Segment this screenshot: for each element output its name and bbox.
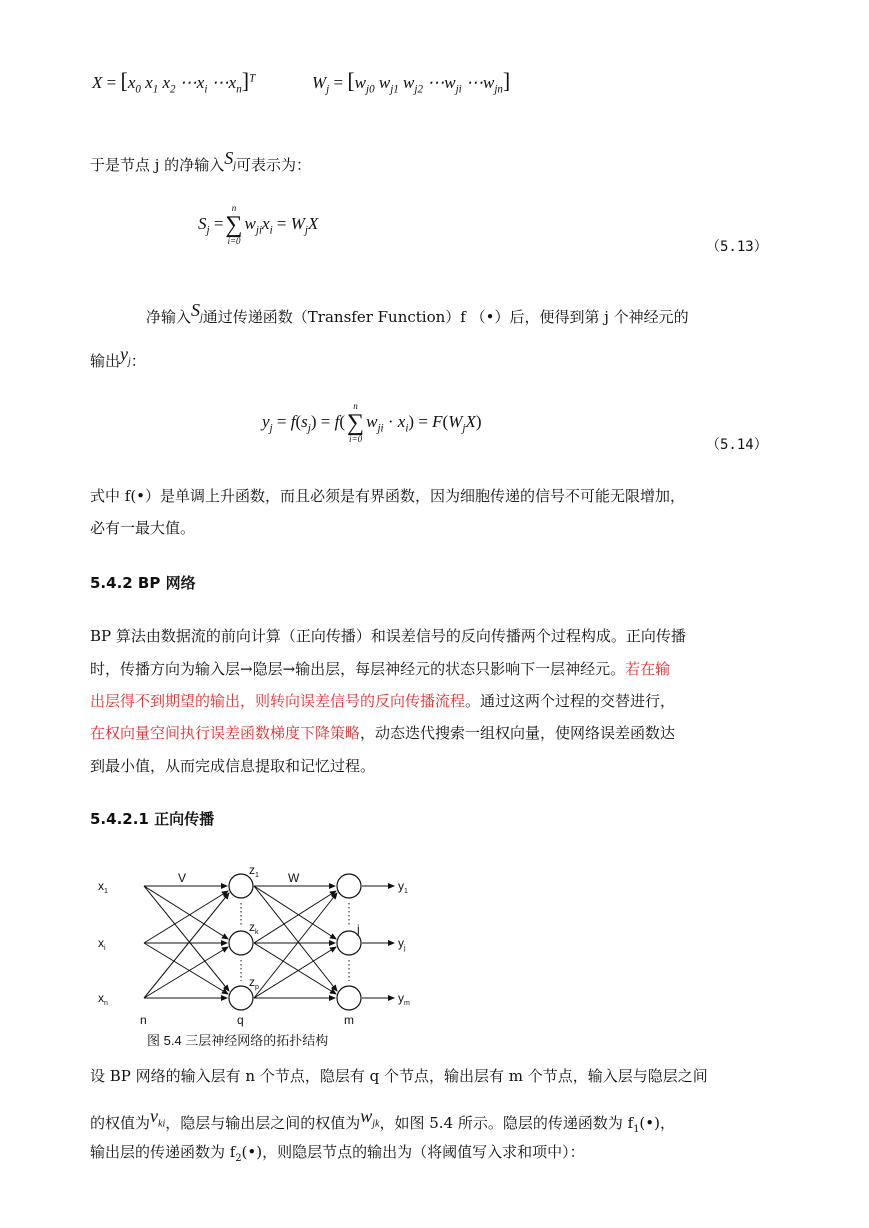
- hidden-node: [229, 874, 253, 898]
- paragraph-line: 必有一最大值。: [90, 519, 196, 537]
- section-heading-bp-network: 5.4.2 BP 网络: [90, 574, 196, 592]
- layer-m-label: m: [344, 1013, 354, 1027]
- vector-w-definition: $W_j = [w_{j0}$ $w_{j1}$ $w_{j2}$ $\cdots w_{ji}$ $\cdots w_{jn}$]: [312, 68, 511, 96]
- section-heading-forward-propagation: 5.4.2.1 正向传播: [90, 810, 215, 828]
- hidden-to-output-connections: [254, 886, 337, 998]
- neuron-nodes: [229, 874, 361, 1010]
- paragraph-line: 到最小值，从而完成信息提取和记忆过程。: [90, 757, 376, 775]
- hidden-node: [229, 931, 253, 955]
- output-label: $y_1$: [398, 879, 408, 895]
- paragraph-line: BP 算法由数据流的前向计算（正向传播）和误差信号的反向传播两个过程构成。正向传播: [90, 627, 686, 645]
- paragraph-line: 输出层的传递函数为 $f_2(•)$，则隐层节点的输出为（将阈值写入求和项中）：: [90, 1143, 585, 1164]
- weight-v-label: V: [178, 871, 187, 885]
- net-input-intro: 于是节点 j 的净输入$S_j$可表示为：: [90, 148, 311, 174]
- layer-n-label: n: [140, 1013, 147, 1027]
- equation-number-5-13: （5.13）: [706, 239, 768, 255]
- vector-x-definition: $X = [x_0$ $x_1$ $x_2$ $\cdots x_i$ $\cdots x_n]^T$: [92, 68, 256, 96]
- network-topology-figure: [92, 856, 432, 1054]
- highlighted-text: 若在输: [625, 660, 671, 678]
- output-intro: 输出$y_j$：: [90, 344, 146, 370]
- input-label: $x_n$: [98, 991, 108, 1007]
- hidden-node: [229, 986, 253, 1010]
- ellipsis-dots: [241, 903, 349, 981]
- output-node: [337, 986, 361, 1010]
- equation-5-14: $y_j = f(s_j) = f$( n ∑ i=0 $w_{ji} \cdot x_i) = F(W_jX)$: [262, 401, 482, 444]
- weight-w-label: W: [288, 871, 300, 885]
- hidden-label: $z_p$: [249, 975, 259, 991]
- paragraph-line: 时，传播方向为输入层→隐层→输出层，每层神经元的状态只影响下一层神经元。若在输: [90, 660, 671, 678]
- input-label: $x_i$: [98, 936, 106, 952]
- hidden-label: $z_k$: [249, 920, 259, 936]
- paragraph-line: 设 BP 网络的输入层有 n 个节点，隐层有 q 个节点，输出层有 m 个节点，输入层与隐层之间: [90, 1067, 708, 1085]
- output-label: $y_m$: [398, 991, 410, 1007]
- paragraph-line: 出层得不到期望的输出，则转向误差信号的反向传播流程。通过这两个过程的交替进行，: [90, 692, 676, 710]
- transfer-function-sentence: 净输入$S_j$通过传递函数（Transfer Function）f （•）后，便得到第 j 个神经元的: [146, 300, 689, 326]
- output-arrows: [362, 886, 394, 998]
- highlighted-text: 在权向量空间执行误差函数梯度下降策略: [90, 724, 361, 742]
- output-node: [337, 874, 361, 898]
- hidden-label: $z_1$: [249, 863, 259, 879]
- input-to-hidden-connections: [144, 886, 229, 998]
- equation-5-13: $S_j$ = n ∑ i=0 $w_{ji}x_i = W_jX$: [198, 203, 319, 246]
- output-node-j-label: j: [357, 922, 360, 936]
- input-label: $x_1$: [98, 879, 108, 895]
- figure-caption: 图 5.4 三层神经网络的拓扑结构: [147, 1033, 329, 1048]
- equation-number-5-14: （5.14）: [706, 437, 768, 453]
- paragraph-line: 式中 f(•）是单调上升函数，而且必须是有界函数，因为细胞传递的信号不可能无限增加，: [90, 487, 686, 505]
- paragraph-line: 的权值为$v_{ki}$，隐层与输出层之间的权值为$w_{jk}$，如图 5.4 所示。隐层的传递函数为 $f_1(•)$，: [90, 1106, 675, 1135]
- output-label: $y_j$: [398, 936, 406, 952]
- paragraph-line: 在权向量空间执行误差函数梯度下降策略，动态迭代搜索一组权向量，使网络误差函数达: [90, 724, 676, 742]
- layer-q-label: q: [237, 1013, 244, 1027]
- highlighted-text: 出层得不到期望的输出，则转向误差信号的反向传播流程: [90, 692, 466, 710]
